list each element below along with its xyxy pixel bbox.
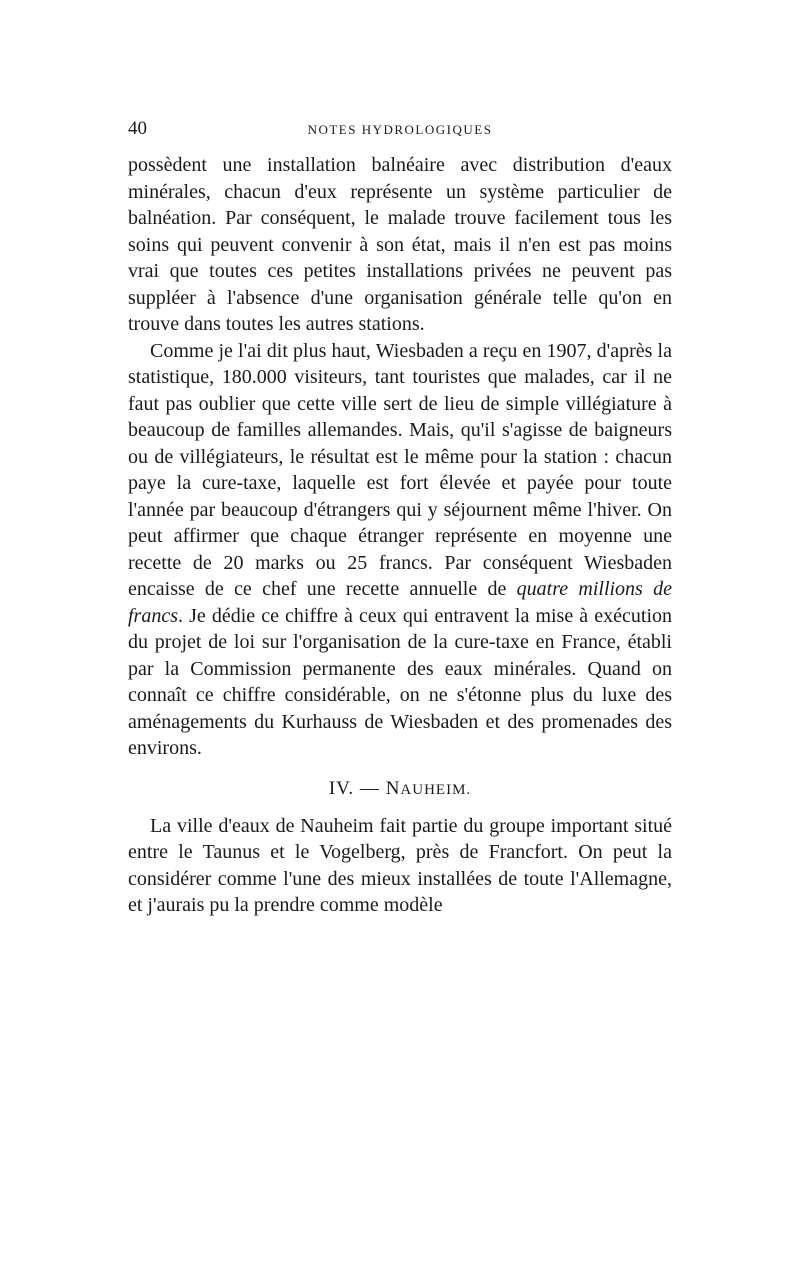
section-title-rest: AUHEIM.: [400, 781, 472, 798]
section-heading: [128, 776, 672, 803]
paragraph-wiesbaden-statistics: [128, 338, 672, 762]
section-title-initial: N: [385, 777, 401, 799]
running-title: NOTES HYDROLOGIQUES: [307, 122, 493, 137]
paragraph-text-part: Comme je l'ai dit plus haut, Wiesbaden a reçu en 1907, d'après la statistique, 180.000 visiteurs, tant touristes que malades, car il ne faut pas oublier que cette ville sert de lieu de simple villégiature à beaucoup de familles allemandes. Mais, qu'il s'agisse de baigneurs ou de villégiateurs, le résultat est le même pour la station : chacun paye la cure-taxe, laquelle est fort élevée et payée pour toute l'année par beaucoup d'étrangers qui y séjournent même l'hiver. On peut affirmer que chaque étranger représente en moyenne une recette de 20 marks ou 25 francs. Par conséquent Wiesbaden encaisse de ce chef une recette annuelle de: [128, 339, 672, 600]
paragraph-continuation: possèdent une installation balnéaire avec distribution d'eaux minérales, chacun d'eux représente un système particulier de balnéation. Par conséquent, le malade trouve facilement tous les soins qui peuvent convenir à son état, mais il n'en est pas moins vrai que toutes ces petites installations privées ne peuvent pas suppléer à l'absence d'une organisation générale telle qu'on en trouve dans toutes les autres stations.: [128, 154, 672, 335]
section-number: IV. —: [328, 777, 380, 799]
book-page: [128, 118, 672, 919]
italic-emphasis: quatre millions de francs: [128, 578, 672, 627]
paragraph-nauheim: La ville d'eaux de Nauheim fait partie du groupe important situé entre le Taunus et le Vogelberg, près de Francfort. On peut la considérer comme l'une des mieux installées de toute l'Allemagne, et j'aurais pu la prendre comme modèle: [128, 814, 672, 916]
paragraph-text-part: . Je dédie ce chiffre à ceux qui entravent la mise à exécution du projet de loi sur l'organisation de la cure-taxe en France, établi par la Commission permanente des eaux minérales. Quand on connaît ce chiffre considérable, on ne s'étonne plus du luxe des aménagements du Kurhauss de Wiesbaden et des promenades des environs.: [128, 604, 672, 759]
page-number: 40: [128, 118, 147, 139]
running-header: [128, 118, 672, 144]
